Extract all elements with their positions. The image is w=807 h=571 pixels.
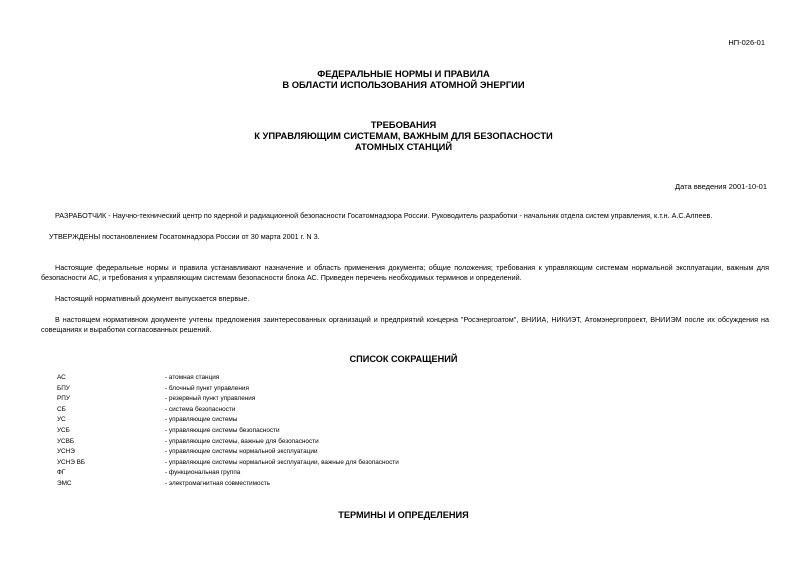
abbreviation-definition: - управляющие системы безопасности: [165, 426, 280, 434]
document-code: НП-026-01: [728, 38, 765, 47]
abbreviation-term: УСВБ: [57, 437, 75, 445]
abbreviation-item: [57, 405, 399, 416]
abbreviation-term: УСНЭ ВБ: [57, 458, 86, 466]
abbreviation-term: УС: [57, 416, 66, 424]
terms-heading: ТЕРМИНЫ И ОПРЕДЕЛЕНИЯ: [338, 510, 469, 520]
developer-paragraph: РАЗРАБОТЧИК - Научно-технический центр по ядерной и радиационной безопасности Госатомнадзора России. Руководитель разработки - начальник отдела систем управления, к.т.н. А.С.Алпеев.: [55, 211, 713, 220]
abbreviation-definition: - функциональная группа: [165, 469, 241, 477]
abbreviation-item: [57, 479, 399, 490]
abbreviations-list: [57, 373, 399, 490]
document-title: [0, 68, 807, 90]
title-line-2: В ОБЛАСТИ ИСПОЛЬЗОВАНИЯ АТОМНОЙ ЭНЕРГИИ: [282, 79, 525, 90]
abbreviation-term: АС: [57, 374, 66, 381]
abbreviation-item: [57, 468, 399, 479]
title-line-1: ФЕДЕРАЛЬНЫЕ НОРМЫ И ПРАВИЛА: [317, 68, 490, 79]
scope-paragraph: Настоящие федеральные нормы и правила устанавливают назначение и область применения документа; общие положения; требования к управляющим системам нормальной эксплуатации, важным для безопасности АС, и требования к управляющим системам безопасности блока АС. Приведен перечень необходимых терминов и определений.: [41, 263, 769, 282]
subtitle-line-2: К УПРАВЛЯЮЩИМ СИСТЕМАМ, ВАЖНЫМ ДЛЯ БЕЗОПАСНОСТИ: [254, 130, 553, 141]
abbreviation-definition: - управляющие системы: [165, 416, 238, 424]
abbreviation-term: СБ: [57, 405, 66, 413]
abbreviation-item: [57, 447, 399, 458]
abbreviation-definition: - управляющие системы нормальной эксплуатации, важные для безопасности: [165, 458, 399, 466]
abbreviation-term: УСБ: [57, 426, 70, 434]
abbreviation-definition: - резервный пункт управления: [165, 395, 256, 403]
subtitle-line-1: ТРЕБОВАНИЯ: [370, 119, 437, 130]
abbreviation-item: [57, 373, 399, 384]
abbreviation-definition: - атомная станция: [165, 374, 220, 381]
abbreviation-term: ФГ: [57, 469, 66, 477]
abbreviation-definition: - управляющие системы, важные для безопасности: [165, 437, 319, 445]
approved-paragraph: УТВЕРЖДЕНЫ постановлением Госатомнадзора России от 30 марта 2001 г. N 3.: [49, 232, 320, 241]
abbreviation-definition: - управляющие системы нормальной эксплуатации: [165, 448, 318, 456]
abbreviation-item: [57, 415, 399, 426]
abbreviation-item: [57, 458, 399, 469]
proposals-paragraph: В настоящем нормативном документе учтены предложения заинтересованных организаций и предприятий концерна "Росэнергоатом", ВНИИА, НИКИЭТ, Атомэнергопроект, ВНИИЭМ после их обсуждения на совещаниях и выработки согласованных решений.: [41, 315, 769, 334]
abbreviation-item: [57, 394, 399, 405]
abbreviation-term: РПУ: [57, 395, 70, 403]
abbreviations-heading: СПИСОК СОКРАЩЕНИЙ: [349, 354, 458, 364]
first-issue-paragraph: Настоящий нормативный документ выпускается впервые.: [55, 294, 250, 303]
intro-date: Дата введения 2001-10-01: [675, 182, 767, 191]
document-subtitle: [0, 119, 807, 152]
abbreviation-item: [57, 437, 399, 448]
abbreviation-term: ЭМС: [57, 479, 72, 487]
abbreviation-item: [57, 384, 399, 395]
abbreviation-term: БПУ: [57, 384, 70, 392]
abbreviation-definition: - блочный пункт управления: [165, 384, 249, 392]
abbreviation-definition: - система безопасности: [165, 405, 236, 413]
subtitle-line-3: АТОМНЫХ СТАНЦИЙ: [354, 141, 453, 152]
abbreviation-definition: - электромагнитная совместимость: [165, 479, 271, 487]
abbreviation-term: УСНЭ: [57, 448, 75, 456]
abbreviation-item: [57, 426, 399, 437]
